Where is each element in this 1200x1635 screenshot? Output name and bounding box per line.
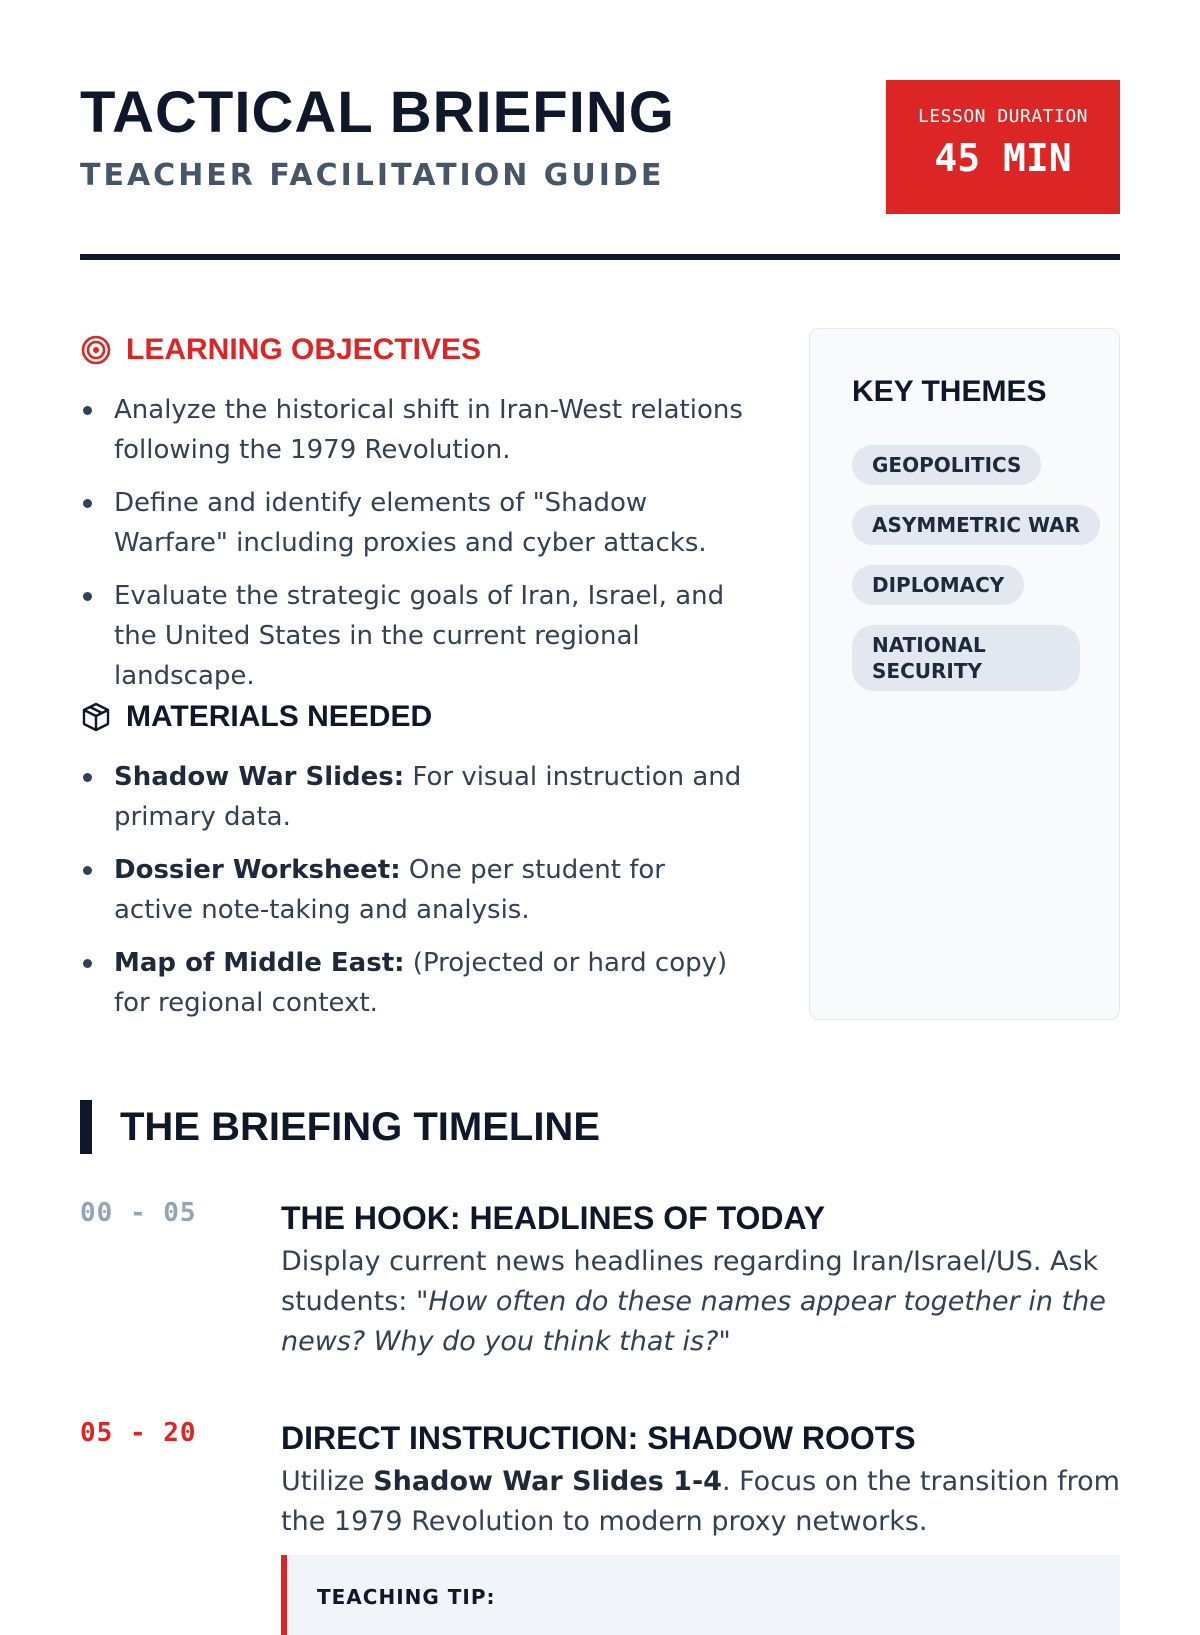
material-label: Shadow War Slides: [114, 762, 405, 792]
body-text: . Focus on the transition from the 1979 Revolution to modern proxy networks. [281, 1466, 1120, 1537]
material-text: (Projected or hard copy) for regional context. [114, 948, 728, 1018]
key-themes-card [809, 328, 1120, 1020]
timeline-time: 00 - 05 [80, 1198, 197, 1228]
package-icon [80, 701, 112, 733]
facilitation-guide-page [80, 0, 1120, 1609]
timeline-item-body [281, 1242, 1120, 1362]
duration-value: 45 MIN [934, 136, 1072, 180]
material-text: For visual instruction and primary data. [114, 762, 742, 832]
material-label: Map of Middle East: [114, 948, 405, 978]
list-item [80, 757, 750, 837]
theme-tag: NATIONAL SECURITY [852, 625, 1080, 691]
list-item: Define and identify elements of "Shadow Warfare" including proxies and cyber attacks. [80, 483, 750, 563]
body-text: Display current news headlines regarding Iran/Israel/US. Ask students: [281, 1246, 1099, 1317]
list-item [80, 850, 750, 930]
body-quote: "How often do these names appear together in the news? Why do you think that is?" [281, 1286, 1106, 1357]
page-subtitle: TEACHER FACILITATION GUIDE [80, 158, 665, 193]
materials-heading-label: MATERIALS NEEDED [126, 700, 433, 733]
objectives-heading-label: LEARNING OBJECTIVES [126, 333, 482, 366]
material-text: One per student for active note-taking and analysis. [114, 855, 665, 925]
timeline-accent-bar [80, 1100, 92, 1154]
material-label: Dossier Worksheet: [114, 855, 401, 885]
timeline-time: 05 - 20 [80, 1418, 197, 1448]
lesson-duration-badge [886, 80, 1120, 214]
timeline-item-title: THE HOOK: HEADLINES OF TODAY [281, 1200, 826, 1236]
target-icon [80, 334, 112, 366]
materials-list [80, 757, 750, 1036]
body-text: Utilize [281, 1466, 374, 1497]
header [80, 80, 1120, 260]
list-item [80, 943, 750, 1023]
timeline-heading [80, 1100, 600, 1154]
objectives-heading [80, 332, 481, 368]
theme-tag: ASYMMETRIC WAR [852, 505, 1100, 545]
teaching-tip-label: TEACHING TIP: [317, 1585, 496, 1609]
objectives-list [80, 390, 750, 709]
page-title: TACTICAL BRIEFING [80, 80, 675, 145]
theme-tag: DIPLOMACY [852, 565, 1024, 605]
list-item: Analyze the historical shift in Iran-West relations following the 1979 Revolution. [80, 390, 750, 470]
timeline-title: THE BRIEFING TIMELINE [120, 1104, 600, 1149]
duration-label: LESSON DURATION [917, 106, 1089, 127]
timeline-item-title: DIRECT INSTRUCTION: SHADOW ROOTS [281, 1420, 916, 1456]
theme-tag: GEOPOLITICS [852, 445, 1041, 485]
key-themes-title: KEY THEMES [852, 375, 1047, 408]
timeline-item-body [281, 1462, 1120, 1542]
body-bold: Shadow War Slides 1-4 [373, 1466, 722, 1497]
teaching-tip-box [281, 1555, 1120, 1635]
materials-heading [80, 699, 432, 735]
list-item: Evaluate the strategic goals of Iran, Israel, and the United States in the current regional landscape. [80, 576, 750, 696]
header-divider [80, 254, 1120, 260]
